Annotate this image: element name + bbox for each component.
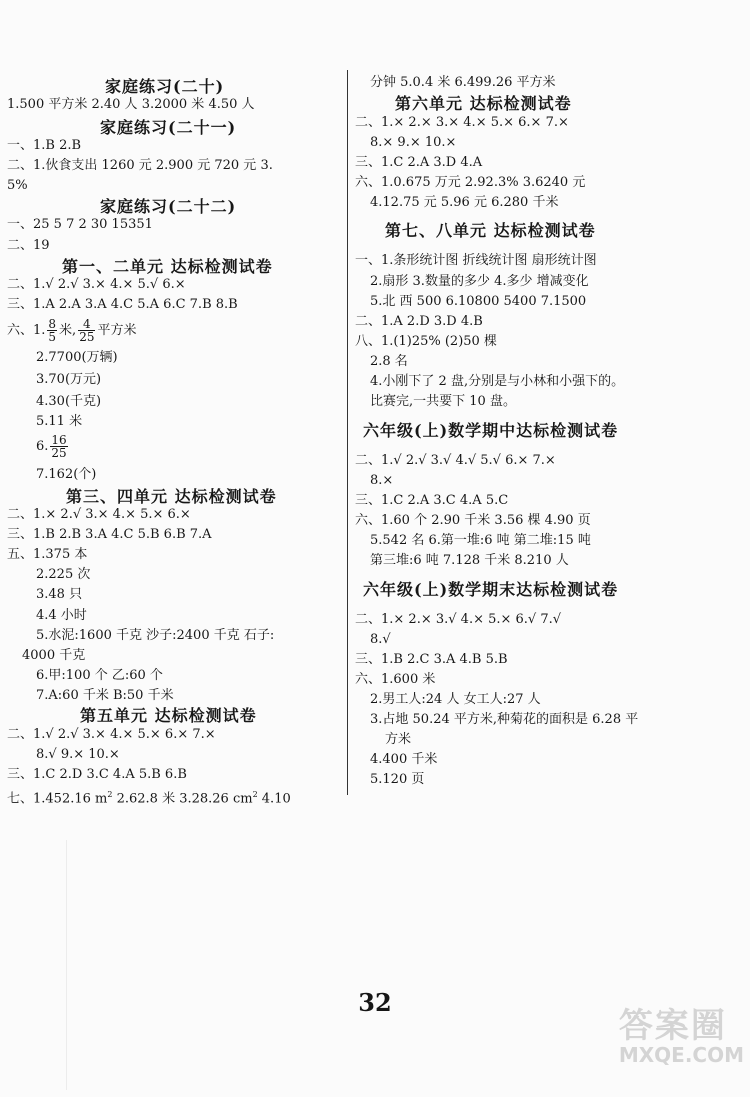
answer-line: 三、1.C 2.A 3.D 4.A: [355, 155, 483, 170]
section-title-s22: 家庭练习(二十二): [100, 197, 237, 216]
line-prefix: 6.: [36, 439, 49, 454]
answer-line: 方米: [385, 732, 412, 747]
fraction: [50, 434, 67, 459]
answer-line-fraction: [36, 434, 70, 460]
answer-line: 4000 千克: [22, 648, 86, 663]
watermark-logo: [619, 998, 744, 1067]
answer-line: 二、1.伙食支出 1260 元 2.900 元 720 元 3.: [7, 158, 273, 173]
column-divider: [347, 70, 348, 795]
answer-line: 二、1.× 2.× 3.× 4.× 5.× 6.× 7.×: [355, 115, 569, 130]
section-title-unit34: 第三、四单元 达标检测试卷: [66, 487, 277, 506]
answer-line: 8.√: [370, 632, 391, 647]
answer-line: 4.12.75 元 5.96 元 6.280 千米: [370, 195, 559, 210]
answer-line: 三、1.B 2.B 3.A 4.C 5.B 6.B 7.A: [7, 527, 212, 542]
answer-line: [7, 787, 291, 807]
answer-line: 8.√ 9.× 10.×: [36, 747, 120, 762]
answer-line: 三、1.C 2.D 3.C 4.A 5.B 6.B: [7, 767, 187, 782]
line-text: 七、1.452.16 m: [7, 791, 108, 807]
answer-line: 4.4 小时: [36, 608, 87, 623]
answer-line: 第三堆:6 吨 7.128 千米 8.210 人: [370, 553, 569, 568]
answer-line: 8.×: [370, 473, 394, 488]
section-title-final: 六年级(上)数学期末达标检测试卷: [363, 580, 619, 599]
answer-line: 7.162(个): [36, 467, 97, 482]
answer-line: 三、1.A 2.A 3.A 4.C 5.A 6.C 7.B 8.B: [7, 297, 238, 312]
answer-line: 2.8 名: [370, 354, 408, 369]
answer-line: 一、25 5 7 2 30 15351: [7, 217, 153, 232]
answer-line: 5.北 西 500 6.10800 5400 7.1500: [370, 294, 587, 309]
answer-line: 分钟 5.0.4 米 6.499.26 平方米: [370, 75, 556, 90]
answer-line: 二、19: [7, 238, 50, 253]
superscript: 2: [252, 790, 258, 799]
scan-edge-line: [66, 840, 67, 1090]
answer-line: 二、1.√ 2.√ 3.× 4.× 5.√ 6.×: [7, 277, 186, 292]
section-title-midterm: 六年级(上)数学期中达标检测试卷: [363, 421, 619, 440]
line-text: 平方米: [97, 323, 137, 338]
line-text: 4.10: [257, 791, 291, 807]
answer-line: 二、1.√ 2.√ 3.× 4.× 5.× 6.× 7.×: [7, 727, 216, 742]
fraction-numerator: 16: [51, 433, 67, 447]
answer-line: 4.小刚下了 2 盘,分别是与小林和小强下的。: [370, 374, 625, 389]
watermark-url: MXQE.COM: [618, 1043, 744, 1067]
answer-line: 二、1.× 2.× 3.√ 4.× 5.× 6.√ 7.√: [355, 612, 562, 627]
answer-line: 2.7700(万辆): [36, 350, 118, 365]
line-text: 2.62.8 米 3.28.26 cm: [112, 791, 253, 807]
fraction-denominator: 5: [48, 330, 57, 344]
answer-line: 5.11 米: [36, 414, 83, 429]
answer-line: 一、1.条形统计图 折线统计图 扇形统计图: [355, 253, 597, 268]
fraction-denominator: 25: [51, 446, 67, 460]
section-title-unit5: 第五单元 达标检测试卷: [80, 706, 257, 725]
answer-line: 六、1.60 个 2.90 千米 3.56 棵 4.90 页: [355, 513, 591, 528]
fraction-denominator: 25: [79, 330, 95, 344]
page-number: 32: [358, 988, 392, 1017]
answer-line: 2.扇形 3.数量的多少 4.多少 增减变化: [370, 274, 589, 289]
answer-line: 7.A:60 千米 B:50 千米: [36, 688, 174, 703]
section-title-s20: 家庭练习(二十): [105, 77, 225, 96]
fraction-numerator: 4: [78, 318, 95, 331]
answer-line: 三、1.C 2.A 3.C 4.A 5.C: [355, 493, 509, 508]
answer-line: 5.120 页: [370, 772, 425, 787]
answer-line: 比赛完,一共要下 10 盘。: [370, 394, 516, 409]
line-prefix: 六、1.: [7, 323, 46, 338]
answer-line: 5.542 名 6.第一堆:6 吨 第二堆:15 吨: [370, 533, 591, 548]
answer-line: 5%: [7, 178, 28, 193]
superscript: 2: [107, 790, 113, 799]
answer-line: 4.400 千米: [370, 752, 438, 767]
section-title-s21: 家庭练习(二十一): [100, 118, 237, 137]
section-title-unit78: 第七、八单元 达标检测试卷: [385, 221, 596, 240]
answer-line: 一、1.B 2.B: [7, 138, 82, 153]
answer-line-fractions: [7, 318, 136, 344]
answer-line: 五、1.375 本: [7, 547, 88, 562]
answer-line: 3.占地 50.24 平方米,种菊花的面积是 6.28 平: [370, 712, 639, 727]
answer-line: 6.甲:100 个 乙:60 个: [36, 668, 163, 683]
watermark-text: 答案圈: [618, 1006, 727, 1046]
answer-line: 2.225 次: [36, 567, 91, 582]
answer-line: 1.500 平方米 2.40 人 3.2000 米 4.50 人: [7, 97, 255, 112]
answer-line: 5.水泥:1600 千克 沙子:2400 千克 石子:: [36, 628, 275, 643]
answer-line: 3.70(万元): [36, 372, 102, 387]
answer-line: 六、1.0.675 万元 2.92.3% 3.6240 元: [355, 175, 586, 190]
section-title-unit12: 第一、二单元 达标检测试卷: [62, 257, 273, 276]
answer-line: 8.× 9.× 10.×: [370, 135, 457, 150]
fraction-numerator: 8: [48, 317, 57, 331]
answer-line: 二、1.√ 2.√ 3.√ 4.√ 5.√ 6.× 7.×: [355, 453, 556, 468]
fraction: [47, 318, 57, 343]
answer-line: 八、1.(1)25% (2)50 棵: [355, 334, 497, 349]
line-text: 米,: [59, 323, 77, 338]
answer-line: 二、1.A 2.D 3.D 4.B: [355, 314, 483, 329]
answer-line: 二、1.× 2.√ 3.× 4.× 5.× 6.×: [7, 507, 191, 522]
answer-line: 三、1.B 2.C 3.A 4.B 5.B: [355, 652, 508, 667]
answer-line: 2.男工人:24 人 女工人:27 人: [370, 692, 541, 707]
answer-line: 六、1.600 米: [355, 672, 436, 687]
fraction: [78, 318, 95, 343]
answer-line: 3.48 只: [36, 587, 83, 602]
section-title-unit6: 第六单元 达标检测试卷: [395, 94, 572, 113]
answer-line: 4.30(千克): [36, 394, 102, 409]
